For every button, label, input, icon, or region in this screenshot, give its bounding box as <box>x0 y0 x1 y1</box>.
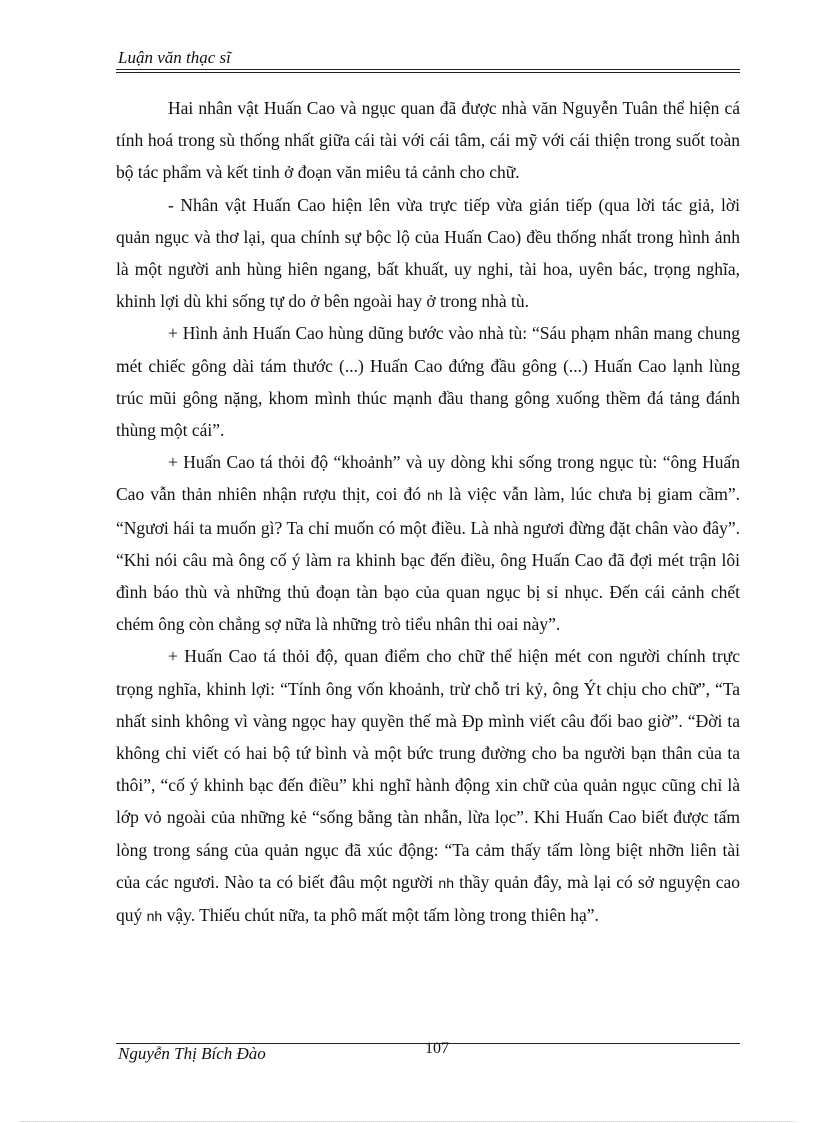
paragraph-5-part-c: vậy. Thiếu chút nữa, ta phô mất một tấm lòng trong thiên hạ”. <box>162 905 599 926</box>
paragraph-1: Hai nhân vật Huấn Cao và ngục quan đã được nhà văn Nguyễn Tuân thể hiện cá tính hoá trong sù thống nhất giữa cái tài với cái tâm, cái mỹ với cái thiện trong suốt toàn bộ tác phẩm và kết tinh ở đoạn văn miêu tả cảnh cho chữ. <box>116 98 740 183</box>
body-text <box>116 92 740 932</box>
header-rule-top <box>116 69 740 70</box>
page-edge-dotted <box>20 1121 796 1122</box>
paragraph-2: - Nhân vật Huấn Cao hiện lên vừa trực tiếp vừa gián tiếp (qua lời tác giả, lời quản ngục và thơ lại, qua chính sự bộc lộ của Huấn Cao) đều thống nhất trong hình ảnh là một người anh hùng hiên ngang, bất khuất, uy nghi, tài hoa, uyên bác, trọng nghĩa, khinh lợi dù khi sống tự do ở bên ngoài hay ở trong nhà tù. <box>116 194 740 312</box>
nh-artifact: nh <box>438 874 454 891</box>
paragraph-5 <box>116 640 740 932</box>
paragraph-4-part-a: + Huấn Cao tá thỏi độ “khoảnh” và uy dòng khi sống trong ngục tù: “ông Huấn Cao vẫn thản nhiên nhận rượu thịt, coi đó <box>116 452 740 505</box>
footer-author: Nguyễn Thị Bích Đào <box>118 1044 266 1063</box>
paragraph-5-part-a: + Huấn Cao tá thỏi độ, quan điểm cho chữ thể hiện mét con người chính trực trọng nghĩa, khinh lợi: “Tính ông vốn khoảnh, trừ chỗ tri kỷ, ông Ýt chịu cho chữ”, “Ta nhất sinh không vì vàng ngọc hay quyền thế mà Ðp mình viết câu đối bao giờ”. “Đời ta không chỉ viết có hai bộ tứ bình và một bức trung đường cho ba người bạn thân của ta thôi”, “cố ý khinh bạc đến điều” khi nghĩ hành động xin chữ của quản ngục cũng chỉ là lớp vỏ ngoài của những kẻ “sống bằng tàn nhẫn, lừa lọc”. Khi Huấn Cao biết được tấm lòng trong sáng của quản ngục đã xúc động: “Ta cảm thấy tấm lòng biệt nhỡn liên tài của các ngươi. Nào ta có biết đâu một người <box>116 646 740 892</box>
nh-artifact: nh <box>427 487 443 504</box>
paragraph-4-part-b: là việc vẫn làm, lúc chưa bị giam cầm”. “Ngươi hái ta muốn gì? Ta chỉ muốn có một điều. Là nhà ngươi đừng đặt chân vào đây”. “Khi nói câu mà ông cố ý làm ra khinh bạc đến điều, ông Huấn Cao đã đợi mét trận lôi đình báo thù và những thủ đoạn tàn bạo của quan ngục bị sỉ nhục. Đến cái cảnh chết chém ông còn chẳng sợ nữa là những trò tiểu nhân thi oai này”. <box>116 484 741 635</box>
paragraph-5-part-b: thầy quản đây, mà lại có sở nguyện cao quý <box>116 871 740 926</box>
paragraph-4 <box>116 446 740 640</box>
header-rule-bottom <box>116 72 740 73</box>
page-number: 107 <box>425 1040 449 1057</box>
paragraph-3: + Hình ảnh Huấn Cao hùng dũng bước vào nhà tù: “Sáu phạm nhân mang chung mét chiếc gông dài tám thước (...) Huấn Cao đứng đầu gông (...) Huấn Cao lạnh lùng trúc mũi gông nặng, khom mình thúc mạnh đầu thang gông xuống thềm đá tảng đánh thùng một cái”. <box>116 323 740 441</box>
page-header-title: Luận văn thạc sĩ <box>118 48 231 67</box>
nh-artifact: nh <box>146 908 163 925</box>
